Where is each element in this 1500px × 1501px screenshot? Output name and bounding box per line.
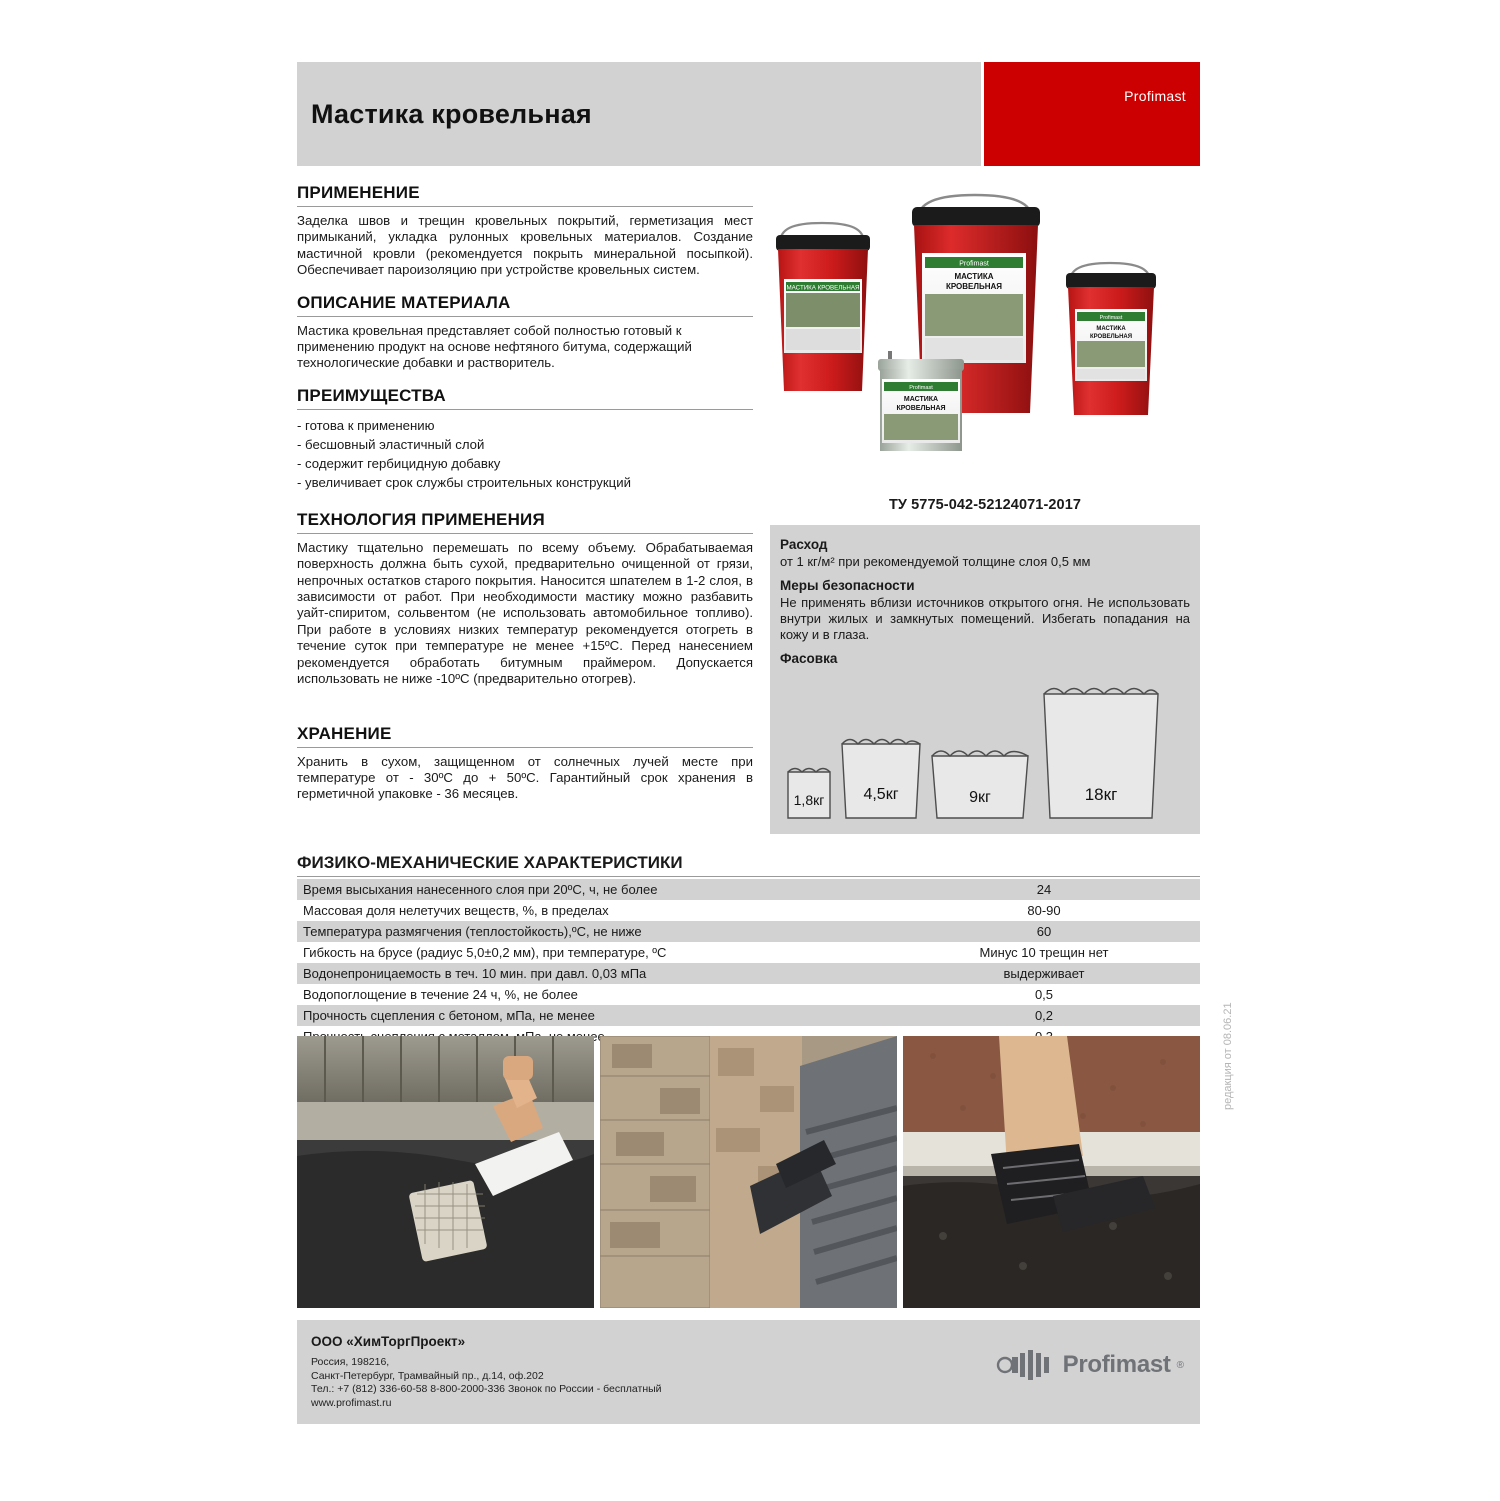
spec-name: Водопоглощение в течение 24 ч, %, не более	[303, 987, 578, 1002]
product-photo	[770, 183, 1200, 473]
brand-name: Profimast	[1124, 88, 1186, 104]
packaging-illustration	[780, 672, 1190, 820]
svg-text:МАСТИКА: МАСТИКА	[1096, 326, 1126, 332]
header-title-bar	[297, 62, 981, 166]
table-row	[297, 963, 1200, 984]
footer-company: ООО «ХимТоргПроект»	[311, 1334, 466, 1349]
list-item: - бесшовный эластичный слой	[297, 436, 485, 452]
footer-website[interactable]: www.profimast.ru	[311, 1396, 392, 1409]
table-row	[297, 984, 1200, 1005]
footer-phone: Тел.: +7 (812) 336-60-58 8-800-2000-336 Звонок по России - бесплатный	[311, 1383, 662, 1395]
packaging-title: Фасовка	[780, 651, 838, 666]
page-footer	[297, 1320, 1200, 1424]
product-buckets-illustration	[770, 183, 1200, 473]
advantages-list	[297, 416, 753, 492]
svg-text:Profimast: Profimast	[909, 385, 933, 391]
photo-gallery	[297, 1036, 1200, 1308]
section-text-storage: Хранить в сухом, защищенном от солнечных лучей месте при температуре от - 30ºС до + 50ºС. Гарантийный срок хранения в герметичной упаковке - 36 месяцев.	[297, 753, 753, 802]
spec-value: 24	[888, 879, 1200, 900]
spec-name: Температура размягчения (теплостойкость),ºС, не ниже	[297, 921, 888, 942]
section-text-technology: Мастику тщательно перемешать по всему объему. Обрабатываемая поверхность должна быть сухой, предварительно очищенной от грязи, непрочных остатков старого покрытия. Наносится шпателем в 1-2 слоя, в зависимости от работ. При необходимости мастику можно разбавить уайт-спиритом, сольвентом (не использовать автомобильное топливо). При работе в условиях низких температур рекомендуется отогреть в течение суток при температуре не менее +15ºС. Перед нанесением рекомендуется обработать битумным праймером. Допускается использовать не ниже -10ºС (предварительно отогрев).	[297, 539, 753, 687]
table-row	[297, 1005, 1200, 1026]
svg-text:КРОВЕЛЬНАЯ: КРОВЕЛЬНАЯ	[1089, 334, 1133, 340]
footer-logo-text: Profimast	[1062, 1351, 1171, 1378]
can-small-front	[878, 351, 964, 451]
package-label-1: 4,5кг	[863, 786, 899, 803]
right-column	[770, 183, 1200, 834]
svg-text:Profimast: Profimast	[1099, 315, 1123, 321]
table-row	[297, 900, 1200, 921]
revision-note: редакция от 08.06.21	[1222, 1002, 1234, 1110]
footer-address-line-2: Санкт-Петербург, Трамвайный пр., д.14, оф.202	[311, 1369, 544, 1382]
list-item: - увеличивает срок службы строительных конструкций	[297, 474, 631, 490]
section-title-application: ПРИМЕНЕНИЕ	[297, 183, 753, 207]
consumption-title: Расход	[780, 537, 828, 552]
svg-text:МАСТИКА КРОВЕЛЬНАЯ: МАСТИКА КРОВЕЛЬНАЯ	[786, 284, 860, 292]
footer-logo-registered-mark: ®	[1176, 1359, 1184, 1371]
spec-name: Гибкость на брусе (радиус 5,0±0,2 мм), при температуре, ºС	[303, 945, 667, 960]
brush-icon	[995, 1348, 1057, 1382]
specs-title: ФИЗИКО-МЕХАНИЧЕСКИЕ ХАРАКТЕРИСТИКИ	[297, 853, 1200, 877]
spec-value: 60	[888, 921, 1200, 942]
table-row	[297, 942, 1200, 963]
table-row	[297, 921, 1200, 942]
specs-table	[297, 879, 1200, 1047]
spec-name: Время высыхания нанесенного слоя при 20ºС, ч, не более	[297, 879, 888, 900]
package-4-5kg	[842, 740, 920, 819]
info-panel	[770, 525, 1200, 834]
package-9kg	[932, 751, 1028, 818]
photo-roof-junction	[600, 1036, 897, 1308]
packaging-sizes	[780, 672, 1190, 820]
section-text-description: Мастика кровельная представляет собой полностью готовый к применению продукт на основе нефтяного битума, содержащий технологические добавки и растворитель.	[297, 322, 692, 371]
package-label-2: 9кг	[969, 789, 991, 806]
safety-text: Не применять вблизи источников открытого огня. Не использовать внутри жилых и замкнутых помещений. Избегать попадания на кожу и в глаза.	[780, 595, 1190, 642]
section-title-description: ОПИСАНИЕ МАТЕРИАЛА	[297, 293, 753, 317]
svg-text:Profimast: Profimast	[959, 260, 989, 268]
list-item: - содержит гербицидную добавку	[297, 455, 501, 471]
footer-address-line-1: Россия, 198216,	[311, 1356, 390, 1368]
spec-name: Массовая доля нелетучих веществ, %, в пределах	[303, 903, 609, 918]
list-item: - готова к применению	[297, 417, 435, 433]
section-title-technology: ТЕХНОЛОГИЯ ПРИМЕНЕНИЯ	[297, 510, 753, 534]
svg-text:КРОВЕЛЬНАЯ: КРОВЕЛЬНАЯ	[945, 282, 1003, 291]
consumption-text: от 1 кг/м² при рекомендуемой толщине слоя 0,5 мм	[780, 554, 1091, 569]
photo-spatula-application	[297, 1036, 594, 1308]
bucket-medium-left	[776, 223, 870, 391]
footer-logo	[995, 1348, 1184, 1382]
svg-text:МАСТИКА: МАСТИКА	[903, 396, 939, 403]
left-column	[297, 183, 753, 803]
svg-text:КРОВЕЛЬНАЯ: КРОВЕЛЬНАЯ	[896, 405, 946, 412]
page-title: Мастика кровельная	[311, 98, 592, 129]
spec-value: 0,2	[888, 1005, 1200, 1026]
section-text-application: Заделка швов и трещин кровельных покрытий, герметизация мест примыканий, укладка рулонных кровельных материалов. Создание мастичной кровли (рекомендуется покрыть минеральной посыпкой). Обеспечивает пароизоляцию при устройстве кровельных систем.	[297, 213, 753, 278]
package-label-3: 18кг	[1084, 785, 1118, 804]
header-brand-bar	[984, 62, 1200, 166]
specs-section	[297, 853, 1200, 1047]
spec-name: Водонепроницаемость в теч. 10 мин. при давл. 0,03 мПа	[297, 963, 888, 984]
bucket-medium-right	[1066, 263, 1156, 415]
spec-value: 0,5	[1034, 987, 1054, 1002]
spec-name: Прочность сцепления с бетоном, мПа, не менее	[297, 1005, 888, 1026]
section-title-advantages: ПРЕИМУЩЕСТВА	[297, 386, 753, 410]
package-label-0: 1,8кг	[793, 792, 825, 808]
spec-value: 80-90	[1027, 903, 1061, 918]
table-row	[297, 879, 1200, 900]
spec-value: выдерживает	[888, 963, 1200, 984]
page-header	[297, 62, 1200, 166]
section-title-storage: ХРАНЕНИЕ	[297, 724, 753, 748]
tu-code: ТУ 5775-042-52124071-2017	[888, 497, 1082, 513]
svg-text:МАСТИКА: МАСТИКА	[954, 272, 994, 281]
spec-value: Минус 10 трещин нет	[979, 945, 1109, 960]
safety-title: Меры безопасности	[780, 578, 915, 593]
photo-roof-sealing	[903, 1036, 1200, 1308]
footer-contacts	[311, 1356, 662, 1410]
